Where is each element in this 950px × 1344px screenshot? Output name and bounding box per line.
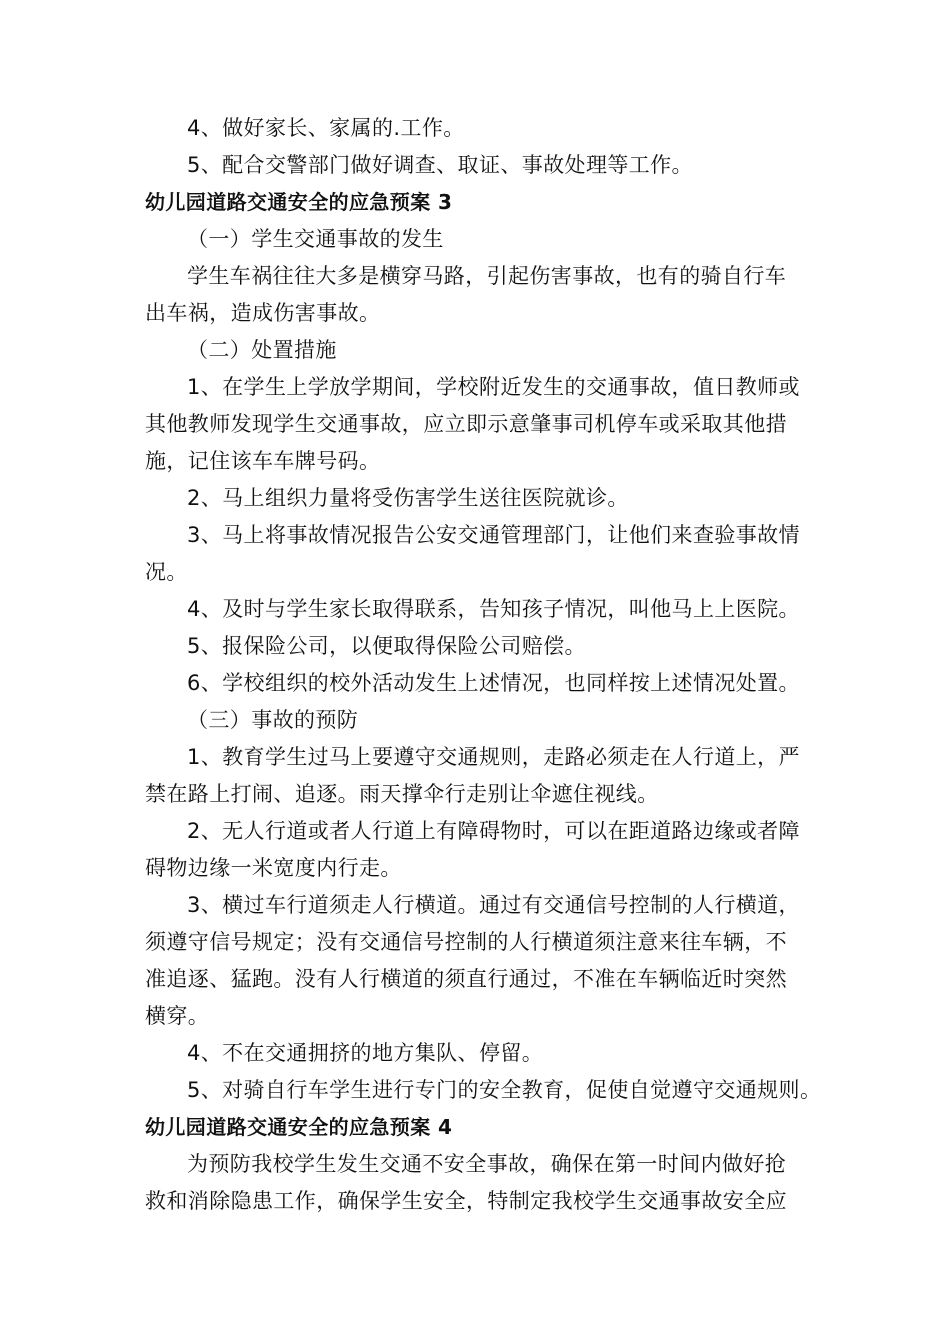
paragraph-line: 6、学校组织的校外活动发生上述情况，也同样按上述情况处置。	[187, 671, 800, 695]
section-heading: 幼儿园道路交通安全的应急预案 4	[145, 1115, 453, 1139]
paragraph-line: 须遵守信号规定；没有交通信号控制的人行横道须注意来往车辆，不	[145, 930, 787, 954]
paragraph-line: （一）学生交通事故的发生	[187, 227, 444, 251]
paragraph-line: 准追逐、猛跑。没有人行横道的须直行通过，不准在车辆临近时突然	[145, 967, 787, 991]
paragraph-line: 2、马上组织力量将受伤害学生送往医院就诊。	[187, 486, 629, 510]
paragraph-line: 4、做好家长、家属的.工作。	[187, 116, 465, 140]
paragraph-line: 禁在路上打闹、追逐。雨天撑伞行走别让伞遮住视线。	[145, 782, 659, 806]
paragraph-line: 3、马上将事故情况报告公安交通管理部门，让他们来查验事故情	[187, 523, 800, 547]
paragraph-line: 碍物边缘一米宽度内行走。	[145, 856, 402, 880]
paragraph-line: （三）事故的预防	[187, 708, 359, 732]
section-heading: 幼儿园道路交通安全的应急预案 3	[145, 190, 453, 214]
paragraph-line: 5、对骑自行车学生进行专门的安全教育，促使自觉遵守交通规则。	[187, 1078, 822, 1102]
paragraph-line: 出车祸，造成伤害事故。	[145, 301, 381, 325]
paragraph-line: 5、报保险公司，以便取得保险公司赔偿。	[187, 634, 586, 658]
paragraph-line: 5、配合交警部门做好调查、取证、事故处理等工作。	[187, 153, 693, 177]
document-body	[145, 110, 825, 1220]
paragraph-line: 2、无人行道或者人行道上有障碍物时，可以在距道路边缘或者障	[187, 819, 800, 843]
paragraph-line: （二）处置措施	[187, 338, 337, 362]
paragraph-line: 1、在学生上学放学期间，学校附近发生的交通事故，值日教师或	[187, 375, 800, 399]
paragraph-line: 为预防我校学生发生交通不安全事故，确保在第一时间内做好抢	[187, 1152, 787, 1176]
paragraph-line: 救和消除隐患工作，确保学生安全，特制定我校学生交通事故安全应	[145, 1189, 787, 1213]
paragraph-line: 3、横过车行道须走人行横道。通过有交通信号控制的人行横道，	[187, 893, 800, 917]
paragraph-line: 4、及时与学生家长取得联系，告知孩子情况，叫他马上上医院。	[187, 597, 800, 621]
paragraph-line: 1、教育学生过马上要遵守交通规则，走路必须走在人行道上，严	[187, 745, 800, 769]
paragraph-line: 施，记住该车车牌号码。	[145, 449, 381, 473]
paragraph-line: 横穿。	[145, 1004, 210, 1028]
paragraph-line: 其他教师发现学生交通事故，应立即示意肇事司机停车或采取其他措	[145, 412, 787, 436]
paragraph-line: 学生车祸往往大多是横穿马路，引起伤害事故，也有的骑自行车	[187, 264, 787, 288]
paragraph-line: 4、不在交通拥挤的地方集队、停留。	[187, 1041, 544, 1065]
paragraph-line: 况。	[145, 560, 188, 584]
